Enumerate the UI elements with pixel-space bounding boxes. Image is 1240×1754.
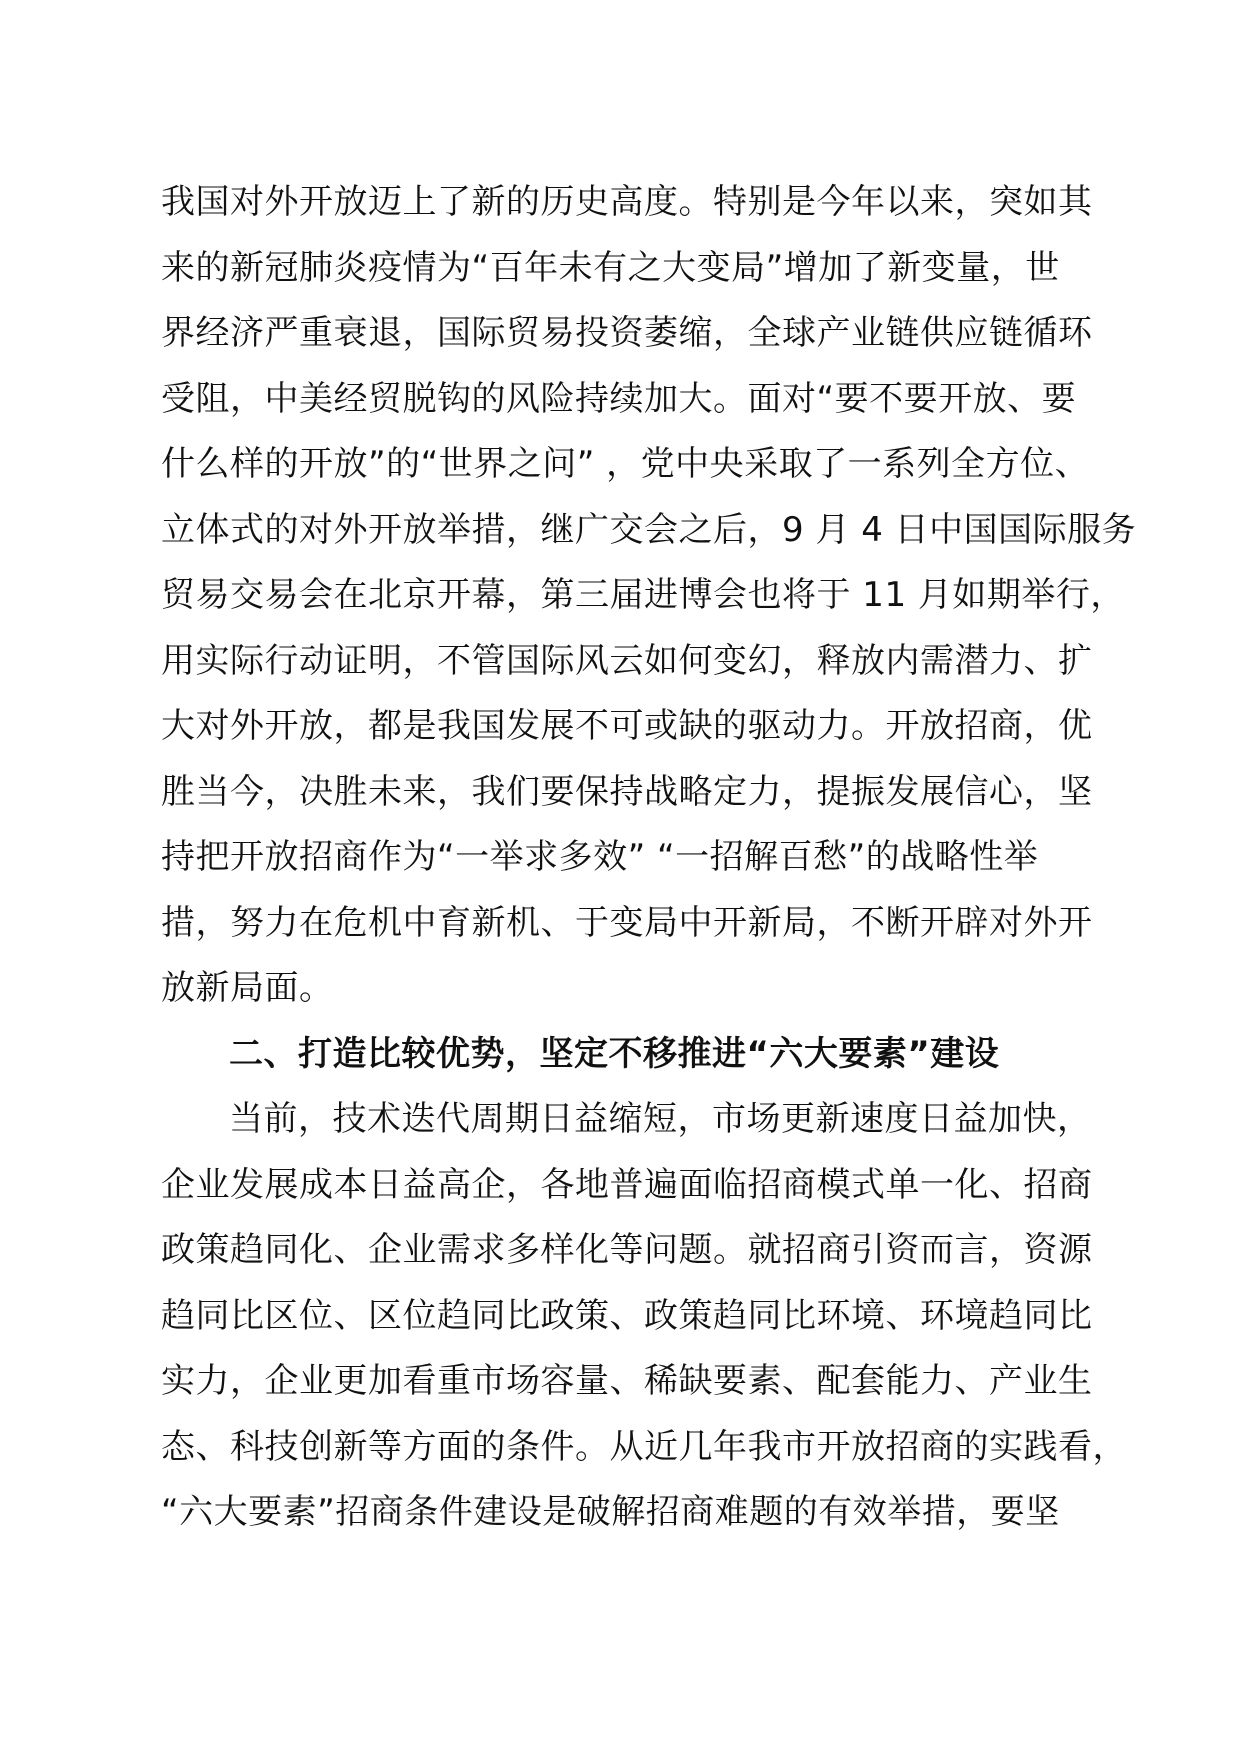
text-line: 企业发展成本日益高企，各地普遍面临招商模式单一化、招商	[161, 1164, 1093, 1205]
text-line: 措，努力在危机中育新机、于变局中开新局，不断开辟对外开	[161, 902, 1093, 943]
document-body	[161, 170, 1137, 1546]
text-line: “六大要素”招商条件建设是破解招商难题的有效举措，要坚	[161, 1492, 1060, 1532]
text-line: 什么样的开放”的“世界之问” ，党中央采取了一系列全方位、	[161, 444, 1090, 484]
text-line: 贸易交易会在北京开幕，第三届进博会也将于 11 月如期举行，	[161, 575, 1125, 615]
text-line: 用实际行动证明，不管国际风云如何变幻，释放内需潜力、扩	[161, 640, 1093, 681]
section-heading: 二、打造比较优势，坚定不移推进“六大要素”建设	[229, 1033, 1000, 1074]
text-line: 政策趋同化、企业需求多样化等问题。就招商引资而言，资源	[161, 1230, 1093, 1270]
text-line: 态、科技创新等方面的条件。从近几年我市开放招商的实践看，	[161, 1426, 1127, 1467]
text-line: 来的新冠肺炎疫情为“百年未有之大变局”增加了新变量，世	[161, 247, 1060, 288]
text-line: 界经济严重衰退，国际贸易投资萎缩，全球产业链供应链循环	[161, 313, 1093, 353]
text-line: 趋同比区位、区位趋同比政策、政策趋同比环境、环境趋同比	[161, 1295, 1093, 1336]
text-line: 当前，技术迭代周期日益缩短，市场更新速度日益加快，	[229, 1099, 1092, 1139]
text-line: 我国对外开放迈上了新的历史高度。特别是今年以来，突如其	[161, 182, 1093, 222]
text-line: 实力，企业更加看重市场容量、稀缺要素、配套能力、产业生	[161, 1361, 1093, 1401]
text-line: 受阻，中美经贸脱钩的风险持续加大。面对“要不要开放、要	[161, 378, 1077, 419]
text-line: 放新局面。	[161, 968, 334, 1008]
paragraph-1	[161, 170, 1137, 1022]
text-line: 立体式的对外开放举措，继广交会之后，9 月 4 日中国国际服务	[161, 509, 1137, 550]
text-line: 大对外开放，都是我国发展不可或缺的驱动力。开放招商，优	[161, 706, 1093, 746]
text-line: 持把开放招商作为“一举求多效” “一招解百愁”的战略性举	[161, 837, 1039, 877]
paragraph-2	[161, 1087, 1127, 1546]
text-line: 胜当今，决胜未来，我们要保持战略定力，提振发展信心，坚	[161, 771, 1093, 812]
